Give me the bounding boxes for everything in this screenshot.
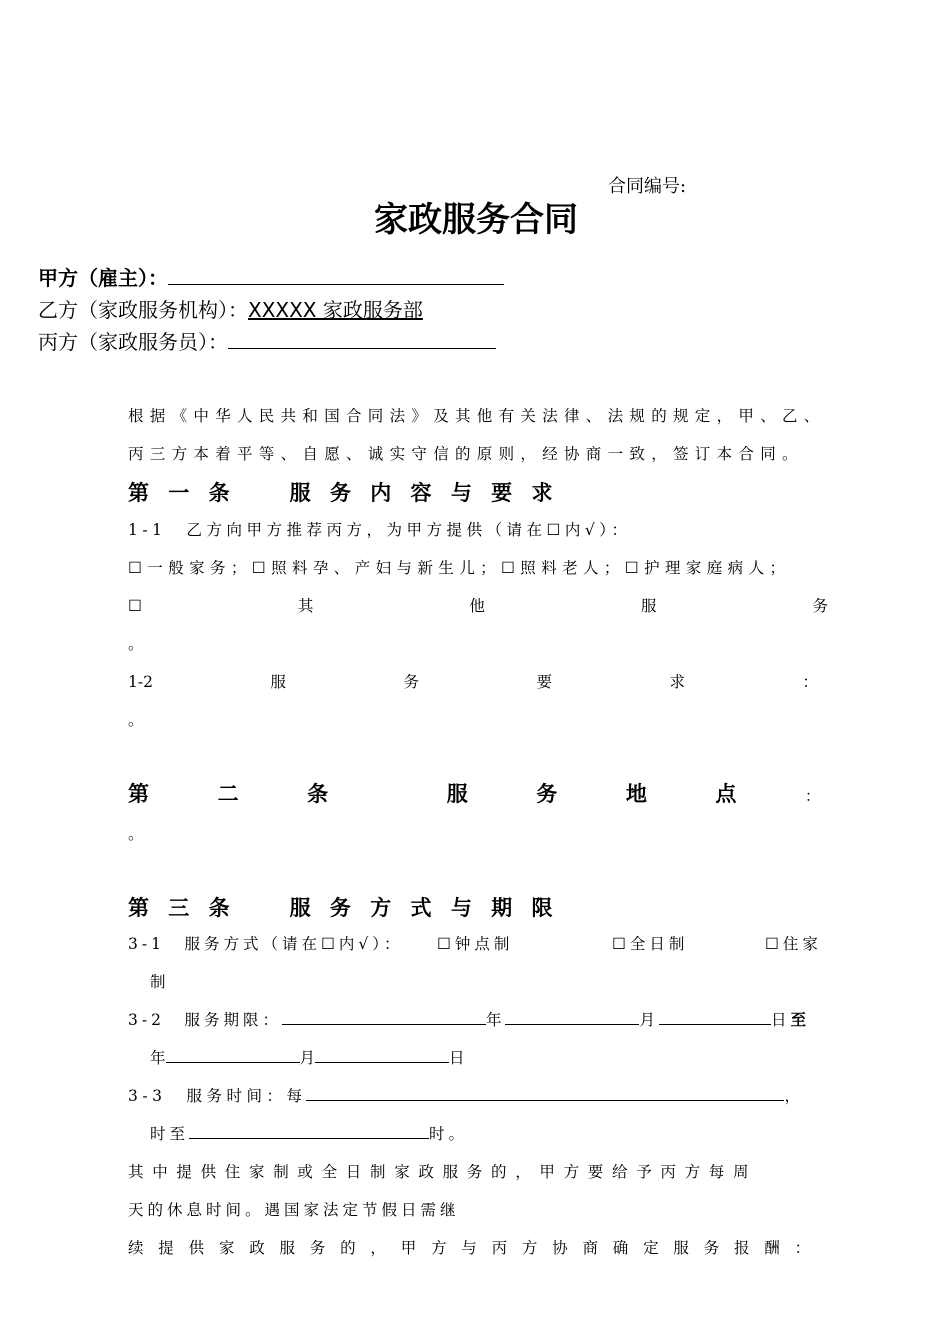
end-day-blank[interactable] — [315, 1048, 449, 1063]
a2-word-3: 服 — [446, 782, 468, 806]
a2-word-0: 第 — [128, 782, 149, 806]
article-3-item-3 — [128, 1084, 804, 1106]
req-word-4: 求 — [669, 673, 685, 691]
a2-word-7: ： — [804, 787, 820, 805]
rest-line-2: 天的休息时间。遇国家法定节假日需继 — [128, 1201, 460, 1219]
time-from-label: 时至 — [150, 1125, 190, 1143]
other-word-3: 服 — [640, 597, 657, 615]
a2-word-5: 地 — [625, 782, 647, 806]
article-3-item-2 — [128, 1008, 810, 1030]
end-month-blank[interactable] — [166, 1048, 300, 1063]
article-1-other-service — [128, 594, 828, 616]
article-3-heading: 第 三 条 服 务 方 式 与 期 限 — [128, 896, 559, 920]
requirements-end: 。 — [128, 711, 144, 729]
party-b-value: XXXXX 家政服务部 — [248, 298, 423, 322]
other-service-end: 。 — [128, 635, 144, 653]
live-in-option[interactable]: ☐住家 — [765, 935, 822, 953]
a2-word-2: 条 — [307, 782, 329, 806]
party-a-label: 甲方（雇主）： — [38, 266, 168, 290]
end-day-label: 日 — [449, 1049, 465, 1067]
req-word-2: 务 — [403, 673, 419, 691]
service-time-blank[interactable] — [306, 1086, 784, 1101]
preamble-line-2: 丙三方本着平等、自愿、诚实守信的原则，经协商一致，签订本合同。 — [128, 445, 804, 463]
article-3-item-2-end — [150, 1046, 465, 1068]
rest-line-1: 其中提供住家制或全日制家政服务的，甲方要给予丙方每周 — [128, 1163, 758, 1181]
start-day-label: 日 — [771, 1011, 791, 1029]
other-word-1: 其 — [297, 597, 314, 615]
preamble-line-1 — [128, 404, 826, 426]
start-month-label: 月 — [639, 1011, 659, 1029]
article-3-item-3-cont — [150, 1122, 468, 1144]
end-year-label: 年 — [150, 1049, 166, 1067]
article-1-item-1: 1-1 乙方向甲方推荐丙方，为甲方提供（请在☐内√）： — [128, 521, 632, 539]
full-day-option[interactable]: ☐全日制 — [612, 935, 689, 953]
a2-word-4: 务 — [536, 782, 558, 806]
hourly-option[interactable]: ☐钟点制 — [437, 935, 514, 953]
term-label: 3-2 服务期限： — [128, 1011, 282, 1029]
start-day-blank[interactable] — [659, 1010, 771, 1025]
req-word-5: ： — [802, 673, 818, 691]
req-word-1: 服 — [270, 673, 286, 691]
service-time-label: 3-3 服务时间：每 — [128, 1087, 307, 1105]
party-b-row — [38, 294, 423, 323]
party-a-blank[interactable] — [168, 264, 504, 285]
start-year-blank[interactable] — [282, 1010, 486, 1025]
a2-word-6: 点 — [715, 782, 737, 806]
to-label: 至 — [790, 1010, 811, 1029]
article-1-options: ☐一般家务；☐照料孕、产妇与新生儿；☐照料老人；☐护理家庭病人； — [128, 559, 791, 577]
party-c-row — [38, 326, 496, 355]
service-time-comma: ， — [784, 1087, 805, 1105]
preamble-text-1: 根据《中华人民共和国合同法》及其他有关法律、法规的规定，甲、乙、 — [128, 407, 826, 425]
start-month-blank[interactable] — [505, 1010, 639, 1025]
article-1-heading: 第 一 条 服 务 内 容 与 要 求 — [128, 481, 559, 505]
article-2-heading — [128, 778, 820, 808]
time-end-blank[interactable] — [189, 1124, 429, 1139]
rest-line-3: 续提供家政服务的，甲方与丙方协商确定服务报酬： — [128, 1239, 825, 1257]
article-3-item-1-prefix: 3-1 服务方式（请在☐内√）： — [128, 935, 404, 953]
other-word-2: 他 — [469, 597, 485, 615]
req-word-3: 要 — [536, 673, 552, 691]
start-year-label: 年 — [485, 1011, 506, 1029]
time-end-label: 时。 — [429, 1125, 469, 1143]
page-title: 家政服务合同 — [374, 200, 578, 240]
party-b-label: 乙方（家政服务机构）： — [38, 298, 248, 322]
live-in-option-cont: 制 — [150, 973, 166, 991]
req-word-0: 1-2 — [128, 673, 153, 691]
party-a-row — [38, 262, 504, 291]
a2-word-1: 二 — [217, 782, 239, 806]
contract-number-label: 合同编号: — [608, 176, 687, 197]
article-2-end: 。 — [128, 825, 144, 843]
other-service-checkbox[interactable]: ☐ — [128, 597, 142, 615]
article-1-requirements — [128, 670, 818, 692]
other-word-4: 务 — [812, 597, 828, 615]
party-c-blank[interactable] — [228, 328, 496, 349]
end-month-label: 月 — [299, 1049, 316, 1067]
party-c-label: 丙方（家政服务员）： — [38, 330, 228, 354]
